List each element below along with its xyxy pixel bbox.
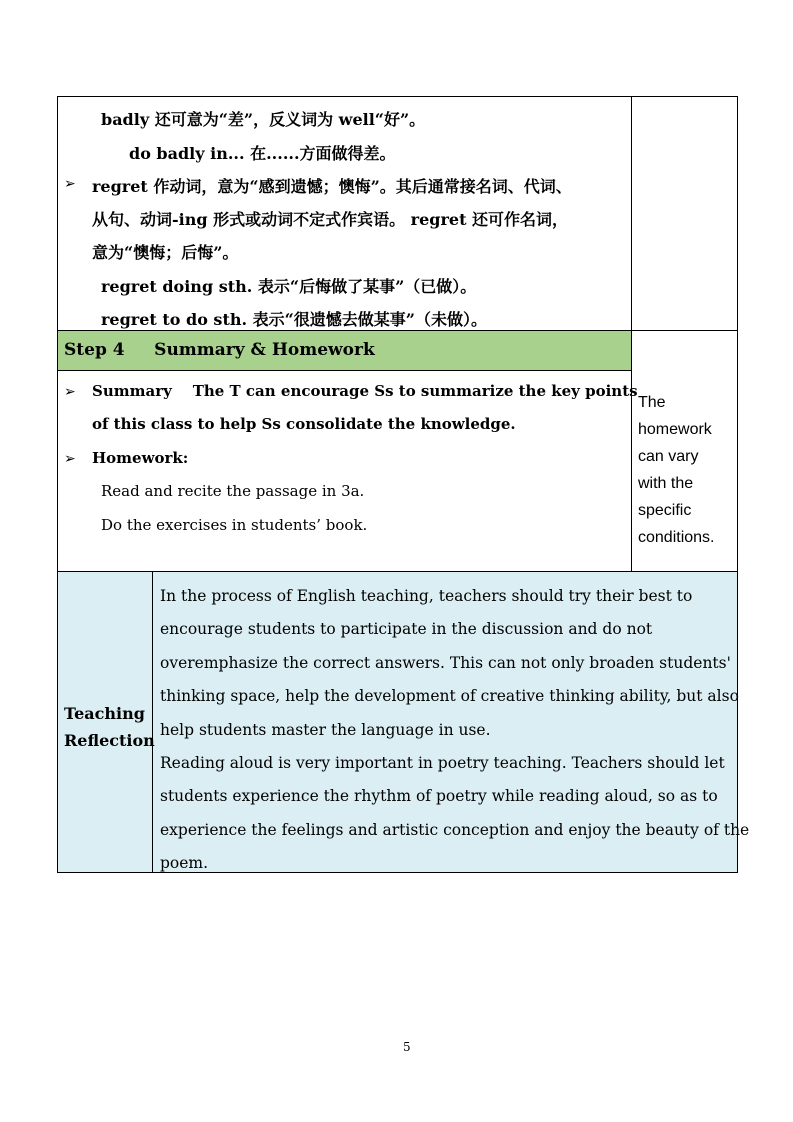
reflection-line: Reading aloud is very important in poetry teaching. Teachers should let — [160, 754, 725, 773]
homework-note-line: with the — [638, 475, 694, 492]
reflection-label-line: Teaching — [64, 704, 145, 723]
step4-content-cell — [57, 370, 632, 572]
reflection-line: help students master the language in use. — [160, 720, 491, 739]
reflection-line: In the process of English teaching, teachers should try their best to — [160, 587, 693, 605]
regret-note-line-2: 从句、动词-ing 形式或动词不定式作宾语。 regret 还可作名词， — [92, 210, 569, 229]
reflection-label — [64, 700, 155, 754]
homework-note-line: conditions. — [638, 529, 715, 546]
arrow-bullet-icon: ➢ — [64, 176, 76, 192]
homework-note-line: homework — [638, 421, 712, 438]
top-right-cell — [631, 96, 738, 331]
badly-note: badly 还可意为“差”，反义词为 well“好”。 — [101, 110, 426, 129]
summary-line-2: of this class to help Ss consolidate the knowledge. — [92, 415, 516, 433]
regret-to-do-note: regret to do sth. 表示“很遗憾去做某事”（未做）。 — [101, 310, 488, 329]
homework-note — [638, 389, 715, 551]
homework-note-line: can vary — [638, 448, 699, 465]
arrow-bullet-icon: ➢ — [64, 451, 76, 467]
homework-item-2: Do the exercises in students’ book. — [101, 516, 368, 534]
reflection-text — [160, 580, 749, 881]
homework-label: Homework: — [92, 449, 189, 467]
regret-doing-note: regret doing sth. 表示“后悔做了某事”（已做）。 — [101, 277, 477, 296]
reflection-label-line: Reflection — [64, 731, 155, 750]
reflection-line: students experience the rhythm of poetry while reading aloud, so as to — [160, 787, 718, 806]
reflection-line: overemphasize the correct answers. This can not only broaden students' — [160, 653, 731, 672]
arrow-bullet-icon: ➢ — [64, 384, 76, 400]
reflection-line: encourage students to participate in the discussion and do not — [160, 620, 653, 639]
summary-line-1: Summary The T can encourage Ss to summarize the key points — [92, 382, 638, 400]
do-badly-in-note: do badly in... 在......方面做得差。 — [129, 144, 396, 163]
homework-item-1: Read and recite the passage in 3a. — [101, 482, 365, 500]
reflection-line: thinking space, help the development of creative thinking ability, but also — [160, 687, 739, 706]
homework-note-line: The — [638, 394, 666, 411]
step4-title: Step 4 Summary & Homework — [64, 340, 375, 360]
regret-note-line-3: 意为“懊悔；后悔”。 — [92, 243, 239, 262]
homework-note-line: specific — [638, 502, 692, 519]
reflection-line: experience the feelings and artistic conception and enjoy the beauty of the — [160, 820, 750, 839]
reflection-line: poem. — [160, 854, 209, 873]
regret-note-line-1: regret 作动词，意为“感到遗憾；懊悔”。其后通常接名词、代词、 — [92, 177, 572, 196]
page-number: 5 — [403, 1040, 411, 1054]
